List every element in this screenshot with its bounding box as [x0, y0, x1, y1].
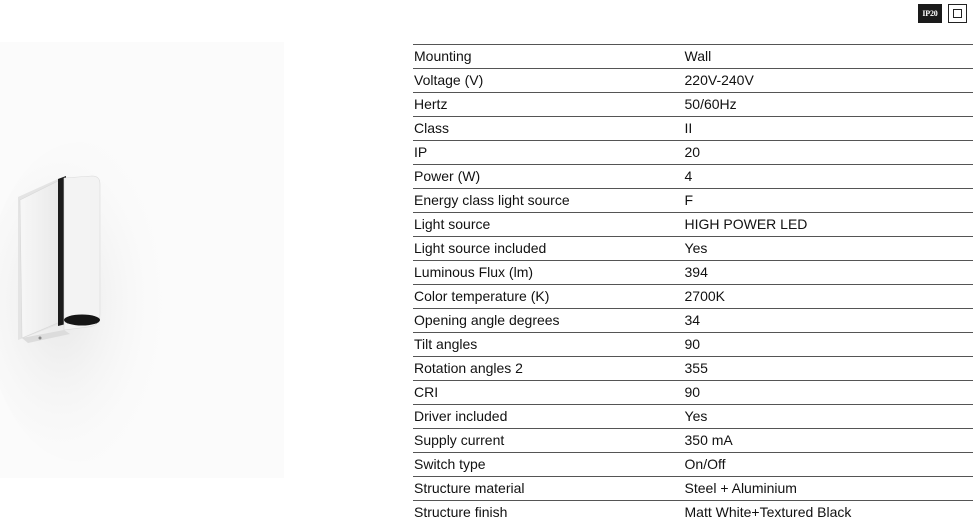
- wall-light-product-photo: [0, 42, 284, 478]
- spec-label: Class: [413, 117, 684, 141]
- specifications-table-body: [413, 45, 973, 524]
- spec-value: 90: [684, 381, 973, 405]
- spec-row: [413, 237, 973, 261]
- spec-label: Tilt angles: [413, 333, 684, 357]
- spec-value: 20: [684, 141, 973, 165]
- spec-value: Wall: [684, 45, 973, 69]
- class-ii-double-square-icon: [948, 4, 967, 23]
- spec-label: Switch type: [413, 453, 684, 477]
- spec-label: Structure material: [413, 477, 684, 501]
- spec-value: Steel + Aluminium: [684, 477, 973, 501]
- spec-value: HIGH POWER LED: [684, 213, 973, 237]
- spec-row: [413, 117, 973, 141]
- ip20-badge: IP20: [918, 4, 942, 23]
- spec-label: Opening angle degrees: [413, 309, 684, 333]
- spec-row: [413, 453, 973, 477]
- spec-label: Supply current: [413, 429, 684, 453]
- spec-value: Yes: [684, 237, 973, 261]
- spec-value: 355: [684, 357, 973, 381]
- spec-value: 4: [684, 165, 973, 189]
- spec-label: Light source: [413, 213, 684, 237]
- spec-label: Rotation angles 2: [413, 357, 684, 381]
- spec-label: IP: [413, 141, 684, 165]
- spec-label: Light source included: [413, 237, 684, 261]
- spec-row: [413, 165, 973, 189]
- spec-label: Power (W): [413, 165, 684, 189]
- spec-row: [413, 69, 973, 93]
- spec-row: [413, 477, 973, 501]
- spec-value: 34: [684, 309, 973, 333]
- spec-label: Luminous Flux (lm): [413, 261, 684, 285]
- spec-value: Matt White+Textured Black: [684, 501, 973, 524]
- product-photo: [0, 42, 284, 478]
- spec-value: 350 mA: [684, 429, 973, 453]
- spec-row: [413, 189, 973, 213]
- spec-row: [413, 501, 973, 524]
- spec-row: [413, 429, 973, 453]
- spec-value: Yes: [684, 405, 973, 429]
- spec-label: Voltage (V): [413, 69, 684, 93]
- spec-label: Energy class light source: [413, 189, 684, 213]
- spec-row: [413, 93, 973, 117]
- spec-value: 50/60Hz: [684, 93, 973, 117]
- spec-label: Hertz: [413, 93, 684, 117]
- spec-row: [413, 261, 973, 285]
- spec-row: [413, 213, 973, 237]
- spec-row: [413, 381, 973, 405]
- spec-row: [413, 285, 973, 309]
- spec-value: 90: [684, 333, 973, 357]
- spec-value: II: [684, 117, 973, 141]
- spec-label: Driver included: [413, 405, 684, 429]
- spec-value: 394: [684, 261, 973, 285]
- specifications-table: [413, 44, 973, 524]
- spec-row: [413, 45, 973, 69]
- spec-value: 220V-240V: [684, 69, 973, 93]
- spec-label: Structure finish: [413, 501, 684, 524]
- spec-label: Mounting: [413, 45, 684, 69]
- spec-value: F: [684, 189, 973, 213]
- spec-value: On/Off: [684, 453, 973, 477]
- spec-row: [413, 333, 973, 357]
- spec-label: Color temperature (K): [413, 285, 684, 309]
- class-ii-inner-square: [953, 9, 962, 18]
- spec-row: [413, 309, 973, 333]
- spec-row: [413, 357, 973, 381]
- spec-value: 2700K: [684, 285, 973, 309]
- spec-row: [413, 405, 973, 429]
- spec-row: [413, 141, 973, 165]
- spec-label: CRI: [413, 381, 684, 405]
